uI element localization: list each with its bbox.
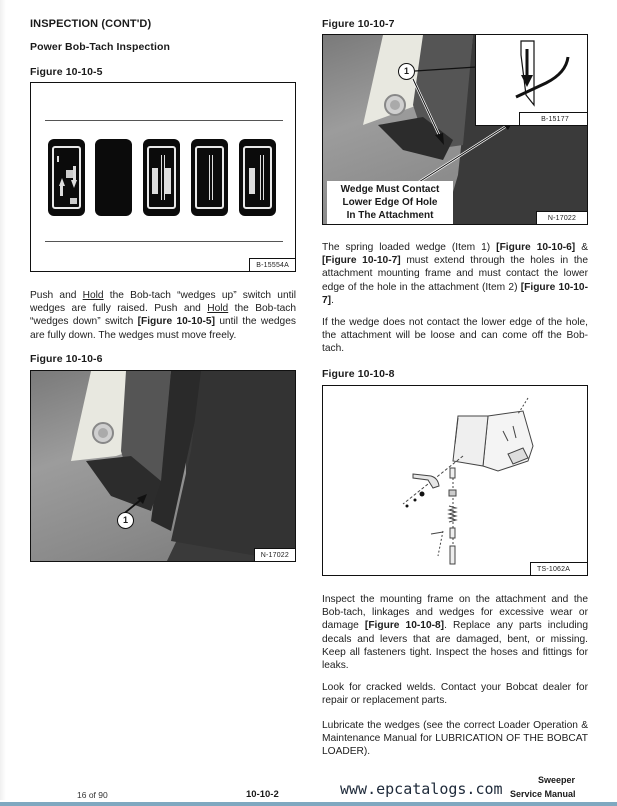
page-counter: 16 of 90 [77, 790, 108, 800]
figure-ref-link[interactable]: [Figure 10-10-5] [137, 316, 215, 328]
figure-5-title: Figure 10-10-5 [30, 66, 103, 78]
paragraph-loose-attachment: If the wedge does not contact the lower edge of the hole, the attachment will be loose and can come off the Bob-tach. [322, 317, 588, 355]
inset-label: B-15177 [519, 112, 588, 125]
figure-8-title: Figure 10-10-8 [322, 368, 395, 380]
figure-ref-link[interactable]: [Figure 10-10-7] [322, 281, 588, 306]
single-light-switch-icon [239, 139, 276, 216]
wedges-switch-icon [48, 139, 85, 216]
figure-10-10-5 [30, 82, 296, 272]
section-heading: INSPECTION (CONT'D) [30, 18, 152, 30]
paragraph-lubricate: Lubricate the wedges (see the correct Loader Operation & Maintenance Manual for LUBRICATION OF THE BOBCAT LOADER). [322, 720, 588, 758]
bob-tach-photo [31, 371, 295, 561]
paragraph-inspect-frame: Inspect the mounting frame on the attachment and the Bob-tach, linkages and wedges for excessive wear or damage [Figure 10-10-8]. Replace any parts including decals and levers that are damaged, bent, or missing. Keep all fasteners tight. Inspect the hoses and fittings for leaks. [322, 594, 588, 672]
paragraph-cracked-welds: Look for cracked welds. Contact your Bobcat dealer for repair or replacement parts. [322, 682, 588, 707]
wedge-contact-callout: Wedge Must Contact Lower Edge Of Hole In The Attachment [327, 181, 453, 224]
figure-7-title: Figure 10-10-7 [322, 18, 395, 30]
manual-title-line2: Service Manual [510, 789, 576, 799]
figure-ref-link[interactable]: [Figure 10-10-6] [496, 242, 576, 253]
item-1-callout: 1 [117, 512, 134, 529]
linkage-exploded-diagram [323, 386, 588, 576]
page-edge-shadow [0, 0, 6, 800]
item-1-callout: 1 [398, 63, 415, 80]
figure-7-label: N-17022 [536, 211, 587, 224]
figure-5-label: B-15554A [249, 258, 295, 271]
watermark-link[interactable]: www.epcatalogs.com [340, 780, 503, 798]
figure-10-10-6 [30, 370, 296, 562]
figure-ref-link[interactable]: [Figure 10-10-8] [364, 620, 445, 632]
figure-ref-link[interactable]: [Figure 10-10-7] [322, 255, 401, 267]
figure-8-label: TS-1062A [530, 562, 587, 575]
wedge-contact-photo [323, 35, 587, 224]
arrow-down-icon [71, 180, 77, 188]
arrow-up-icon [59, 178, 65, 186]
figure-10-10-7 [322, 34, 588, 225]
viewer-bottom-bar [0, 802, 617, 806]
switch-panel-image [45, 120, 283, 242]
subheading: Power Bob-Tach Inspection [30, 41, 170, 53]
manual-title-line1: Sweeper [538, 775, 576, 785]
dual-light-switch-icon [143, 139, 180, 216]
page-number: 10-10-2 [246, 789, 279, 800]
figure-6-title: Figure 10-10-6 [30, 353, 103, 365]
paragraph-wedges-switch: Push and Hold the Bob-tach “wedges up” switch until wedges are fully raised. Push and Hold the Bob-tach “wedges down” switch [Figure 10-10-5] until the wedges are fully down. The wedges must move freely. [30, 290, 296, 341]
figure-10-10-8 [322, 385, 588, 576]
wedge-inset-diagram [475, 35, 588, 126]
blank-switch-icon [95, 139, 132, 216]
rocker-switch-icon [191, 139, 228, 216]
figure-6-label: N-17022 [254, 548, 295, 561]
paragraph-spring-wedge: The spring loaded wedge (Item 1) [Figure 10-10-6] & [Figure 10-10-7] must extend through the holes in the attachment mounting frame and must contact the lower edge of the hole in the attachment (Item 2) [Figure 10-10-7]. [322, 242, 588, 306]
